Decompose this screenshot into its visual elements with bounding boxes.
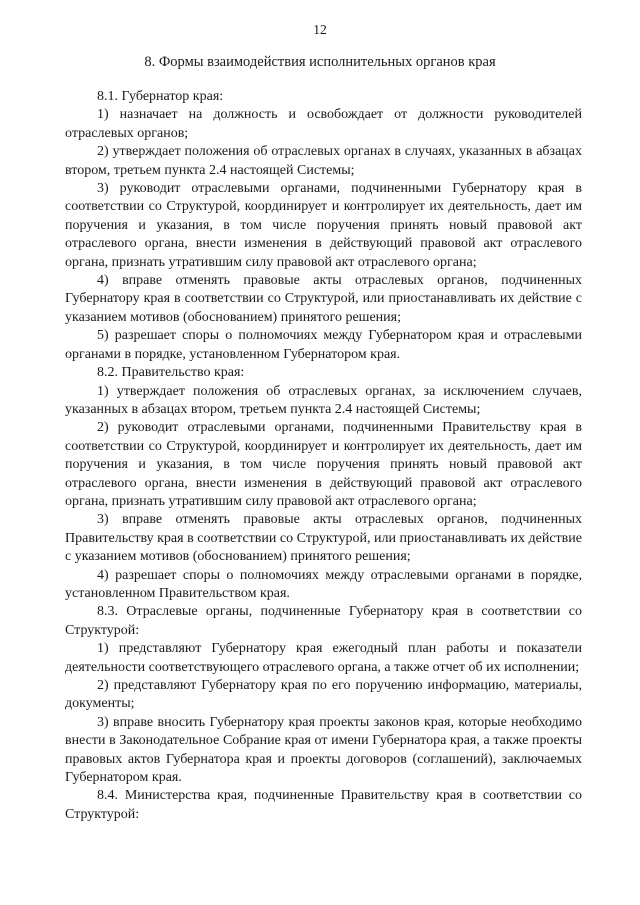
paragraph-8-1-item-5: 5) разрешает споры о полномочиях между Губернатором края и отраслевыми органами в порядке, установленном Губернатором края. [65, 328, 582, 362]
paragraph-8-3-item-2: 2) представляют Губернатору края по его поручению информацию, материалы, документы; [65, 678, 582, 712]
paragraph-8-3-heading: 8.3. Отраслевые органы, подчиненные Губернатору края в соответствии со Структурой: [65, 604, 582, 638]
paragraph-8-4-heading: 8.4. Министерства края, подчиненные Правительству края в соответствии со Структурой: [65, 788, 582, 822]
paragraph-8-3-item-3: 3) вправе вносить Губернатору края проекты законов края, которые необходимо внести в Законодательное Собрание края от имени Губернатора края, а также проекты правовых актов Губернатора края и проекты договоров (соглашений), заключаемых Губернатором края. [65, 714, 582, 786]
paragraph-8-3-item-1: 1) представляют Губернатору края ежегодный план работы и показатели деятельности соответствующего отраслевого органа, а также отчет об их исполнении; [65, 641, 582, 675]
paragraph-8-2-item-2: 2) руководит отраслевыми органами, подчиненными Правительству края в соответствии со Структурой, координирует и контролирует их деятельность, дает им поручения и указания, в том числе поручения принять новый правовой акт отраслевого органа, внести изменения в действующий правовой акт отраслевого органа, признать утратившим силу правовой акт отраслевого органа; [65, 420, 582, 509]
page-number: 12 [313, 22, 327, 37]
paragraph-8-2-item-1: 1) утверждает положения об отраслевых органах, за исключением случаев, указанных в абзацах втором, третьем пункта 2.4 настоящей Системы; [65, 383, 582, 417]
paragraph-8-2-item-3: 3) вправе отменять правовые акты отраслевых органов, подчиненных Правительству края в соответствии со Структурой, или приостанавливать их действие с указанием мотивов (обоснованием) принятого решения; [65, 512, 582, 565]
paragraph-8-1-item-4: 4) вправе отменять правовые акты отраслевых органов, подчиненных Губернатору края в соответствии со Структурой, или приостанавливать их действие с указанием мотивов (обоснованием) принятого решения; [65, 273, 582, 325]
paragraph-8-1-heading: 8.1. Губернатор края: [97, 89, 224, 104]
section-title: 8. Формы взаимодействия исполнительных органов края [144, 54, 496, 70]
paragraph-8-1-item-2: 2) утверждает положения об отраслевых органах в случаях, указанных в абзацах втором, третьем пункта 2.4 настоящей Системы; [65, 144, 582, 178]
document-body [65, 88, 582, 824]
paragraph-8-1-item-1: 1) назначает на должность и освобождает от должности руководителей отраслевых органов; [65, 107, 582, 141]
paragraph-8-2-item-4: 4) разрешает споры о полномочиях между отраслевыми органами в порядке, установленном Правительством края. [65, 567, 582, 601]
paragraph-8-1-item-3: 3) руководит отраслевыми органами, подчиненными Губернатору края в соответствии со Структурой, координирует и контролирует их деятельность, дает им поручения и указания, в том числе поручения принять новый правовой акт отраслевого органа, внести изменения в действующий правовой акт отраслевого органа, признать утратившим силу правовой акт отраслевого органа; [65, 181, 582, 270]
paragraph-8-2-heading: 8.2. Правительство края: [97, 365, 245, 381]
